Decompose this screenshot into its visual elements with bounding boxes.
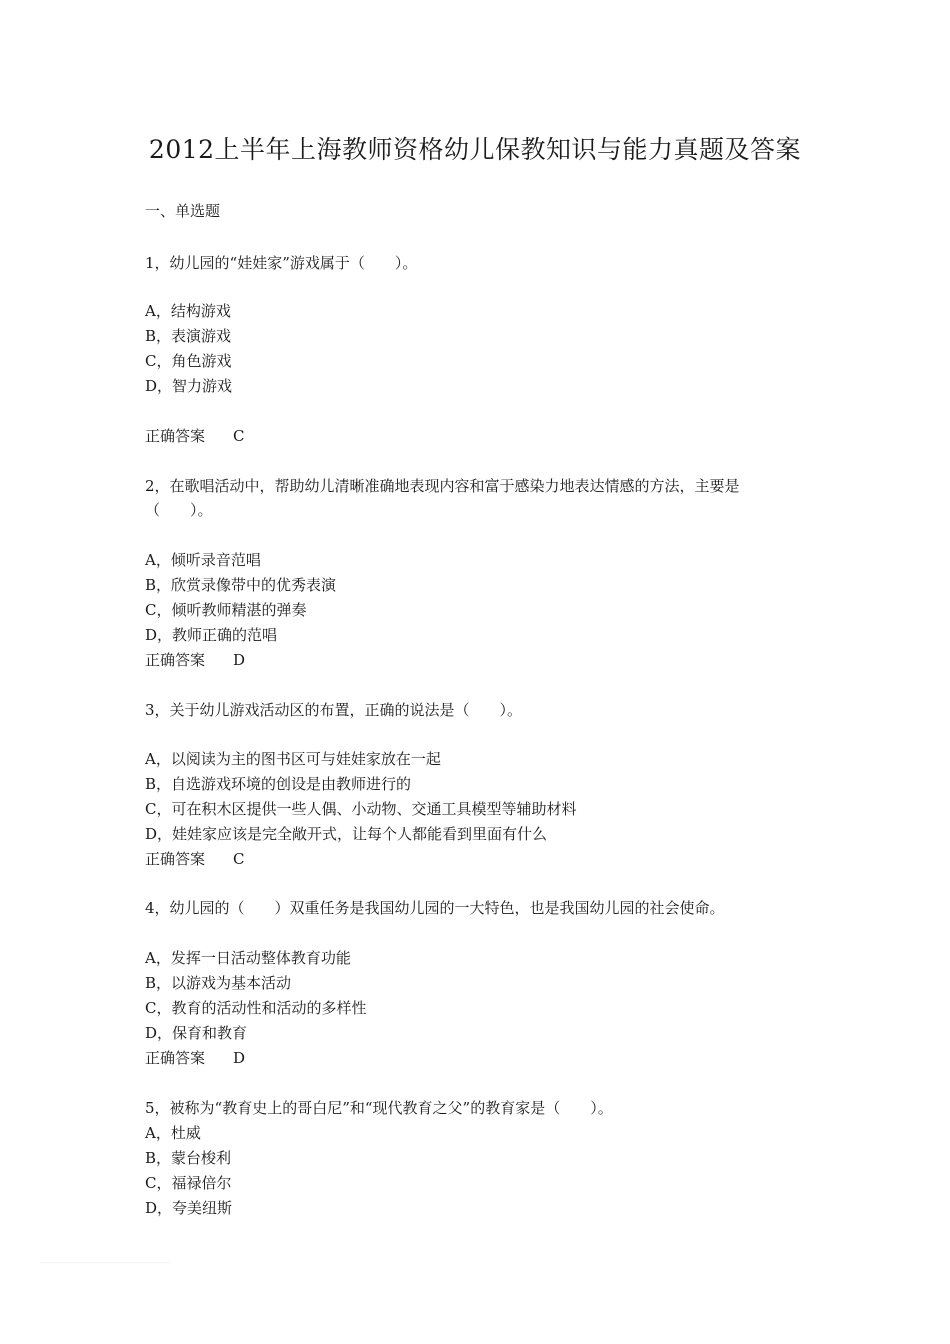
answer-value: C <box>233 427 245 445</box>
question-4-stem: 4，幼儿园的（ ）双重任务是我国幼儿园的一大特色，也是我国幼儿园的社会使命。 <box>145 899 725 917</box>
question-2-stem-continuation: （ ）。 <box>145 501 213 519</box>
answer-label: 正确答案 <box>145 1049 206 1067</box>
question-5-option-d: D，夸美纽斯 <box>145 1199 233 1217</box>
question-3-option-b: B，自选游戏环境的创设是由教师进行的 <box>145 775 412 793</box>
question-1-option-d: D，智力游戏 <box>145 377 233 395</box>
question-5-option-c: C，福禄倍尔 <box>145 1174 232 1192</box>
question-3-option-a: A，以阅读为主的图书区可与娃娃家放在一起 <box>145 750 441 768</box>
question-4-option-a: A，发挥一日活动整体教育功能 <box>145 949 351 967</box>
answer-value: D <box>233 651 246 669</box>
question-5-option-a: A，杜威 <box>145 1124 201 1142</box>
answer-value: C <box>233 850 245 868</box>
question-1-option-c: C，角色游戏 <box>145 352 232 370</box>
question-1-stem: 1，幼儿园的“娃娃家”游戏属于（ ）。 <box>145 254 418 272</box>
question-4-option-b: B，以游戏为基本活动 <box>145 974 292 992</box>
question-2-option-d: D，教师正确的范唱 <box>145 626 278 644</box>
document-title: 2012上半年上海教师资格幼儿保教知识与能力真题及答案 <box>148 135 802 164</box>
question-2-option-b: B，欣赏录像带中的优秀表演 <box>145 576 337 594</box>
section-heading: 一、单选题 <box>145 202 221 220</box>
question-3-stem: 3，关于幼儿游戏活动区的布置，正确的说法是（ ）。 <box>145 701 523 719</box>
question-3-answer <box>145 849 245 869</box>
question-2-option-a: A，倾听录音范唱 <box>145 551 261 569</box>
question-3-option-c: C，可在积木区提供一些人偶、小动物、交通工具模型等辅助材料 <box>145 800 577 818</box>
question-5-stem: 5，被称为“教育史上的哥白尼”和“现代教育之父”的教育家是（ ）。 <box>145 1099 613 1117</box>
answer-value: D <box>233 1049 246 1067</box>
question-1-option-b: B，表演游戏 <box>145 327 232 345</box>
question-5-option-b: B，蒙台梭利 <box>145 1149 232 1167</box>
answer-label: 正确答案 <box>145 850 206 868</box>
answer-label: 正确答案 <box>145 651 206 669</box>
question-3-option-d: D，娃娃家应该是完全敞开式，让每个人都能看到里面有什么 <box>145 825 548 843</box>
question-2-option-c: C，倾听教师精湛的弹奏 <box>145 601 307 619</box>
answer-label: 正确答案 <box>145 427 206 445</box>
question-4-option-d: D，保育和教育 <box>145 1024 248 1042</box>
question-1-option-a: A，结构游戏 <box>145 302 231 320</box>
question-4-answer <box>145 1048 245 1068</box>
question-2-stem: 2，在歌唱活动中，帮助幼儿清晰准确地表现内容和富于感染力地表达情感的方法，主要是 <box>145 477 740 495</box>
page-divider <box>40 1262 170 1263</box>
question-2-answer <box>145 650 245 670</box>
question-4-option-c: C，教育的活动性和活动的多样性 <box>145 999 367 1017</box>
question-1-answer <box>145 426 245 446</box>
